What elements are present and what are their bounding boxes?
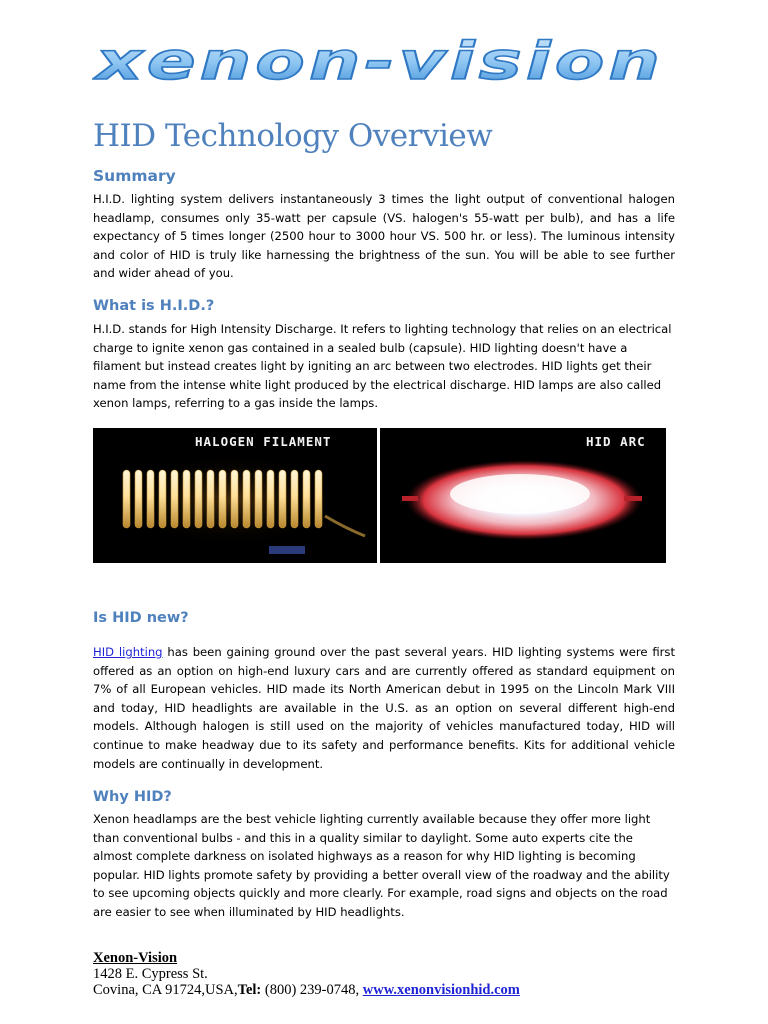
summary-paragraph: H.I.D. lighting system delivers instantaneously 3 times the light output of conventional halogen headlamp, consumes only 35-watt per capsule (VS. halogen's 55-watt per bulb), and has a life expectancy of 5 times longer (2500 hour to 3000 hour VS. 500 hr. or less). The luminous intensity and color of HID is truly like harnessing the brightness of the sun. You will be able to see further and wider ahead of you.: [93, 192, 675, 281]
is-hid-new-paragraph: [93, 643, 675, 773]
hid-lighting-link[interactable]: HID lighting: [93, 645, 163, 659]
what-is-hid-paragraph: H.I.D. stands for High Intensity Discharge. It refers to lighting technology that relies on an electrical charge to ignite xenon gas contained in a sealed bulb (capsule). HID lighting doesn't have a filament but instead creates light by igniting an arc between two electrodes. HID lights get their name from the intense white light produced by the electrical discharge. HID lamps are also called xenon lamps, referring to a gas inside the lamps.: [93, 322, 672, 411]
footer-city: Covina, CA 91724,USA,: [93, 982, 238, 998]
page-title: HID Technology Overview: [93, 118, 493, 154]
hid-arc-label: HID ARC: [586, 434, 646, 449]
footer-phone: (800) 239-0748,: [261, 982, 363, 998]
halogen-filament-image: [93, 428, 377, 563]
halogen-filament-label: HALOGEN FILAMENT: [195, 434, 332, 449]
why-hid-paragraph: Xenon headlamps are the best vehicle lighting currently available because they offer more light than conventional bulbs - and this in a quality similar to daylight. Some auto experts cite the almost complete darkness on isolated highways as a reason for why HID lighting is becoming popular. HID lights promote safety by providing a better overall view of the roadway and the ability to see upcoming objects quickly and more clearly. For example, road signs and objects on the road are easier to see when illuminated by HID headlights.: [93, 812, 670, 919]
what-is-hid-heading: What is H.I.D.?: [93, 298, 215, 314]
footer-website-link[interactable]: www.xenonvisionhid.com: [362, 982, 520, 998]
logo-text: xenon-vision: [92, 36, 664, 86]
is-hid-new-text: has been gaining ground over the past several years. HID lighting systems were first offered as an option on high-end luxury cars and are currently offered as standard equipment on 7% of all European vehicles. HID made its North American debut in 1995 on the Lincoln Mark VIII and today, HID headlights are available in the U.S. as an option on several different high-end models. Although halogen is still used on the majority of vehicles manufactured today, HID will continue to make headway due to its safety and performance benefits. Kits for additional vehicle models are continually in development.: [93, 645, 675, 771]
footer-address-line2: [93, 982, 520, 998]
footer-company: Xenon-Vision: [93, 950, 178, 966]
hid-arc-image: [380, 428, 666, 563]
why-hid-heading: Why HID?: [93, 789, 172, 805]
footer-contact: [93, 950, 520, 998]
summary-heading: Summary: [93, 167, 176, 185]
is-hid-new-heading: Is HID new?: [93, 610, 189, 626]
footer-address-line1: 1428 E. Cypress St.: [93, 966, 208, 982]
footer-tel-label: Tel:: [237, 982, 262, 998]
xenon-vision-logo: [92, 36, 668, 86]
